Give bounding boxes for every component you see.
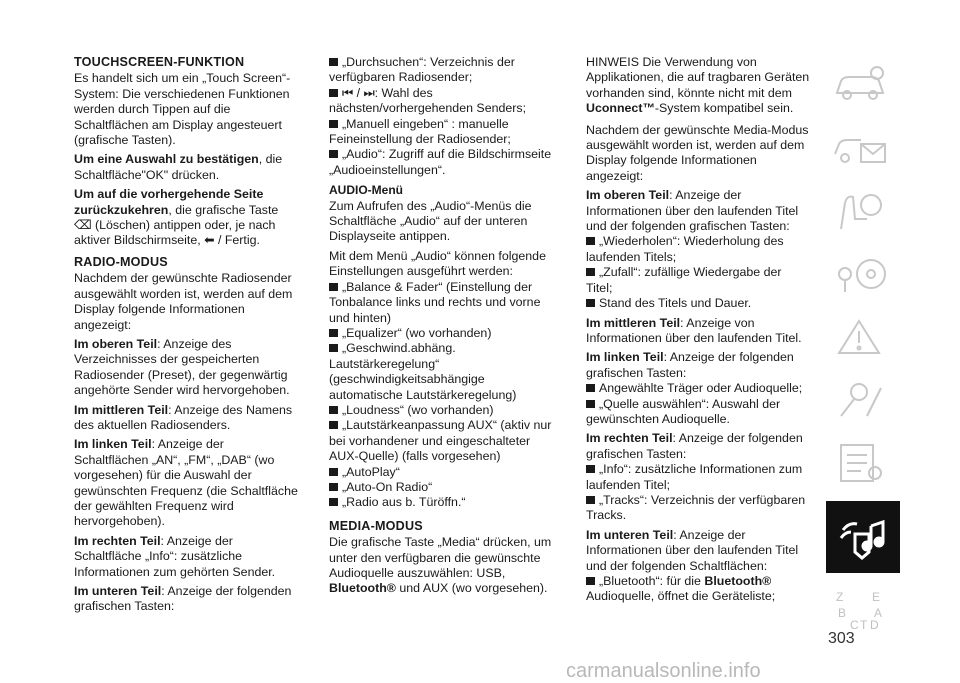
bullet-icon (329, 344, 338, 352)
list-item: „Balance & Fader“ (Einstellung der Tonbalance links und rechts und vorne und hinten) (329, 279, 541, 325)
index-letters-icon (830, 586, 890, 636)
list-item: „Manuell eingeben“ : manuelle Feineinstellung der Radiosender; (329, 116, 511, 147)
bullet-icon (586, 237, 595, 245)
paragraph: Im oberen Teil: Anzeige des Verzeichnisses der gespeicherten Radiosender (Preset), der gegenwärtig angehörte Sender wird hervorgehoben. (74, 336, 290, 398)
bullet-icon (329, 283, 338, 291)
bullet-icon (329, 406, 338, 414)
list-item: ⏮ / ⏭: Wahl des nächsten/vorhergehenden Senders; (329, 85, 527, 116)
bullet-icon (586, 384, 595, 392)
column-left (74, 55, 298, 619)
list-item: „Loudness“ (wo vorhanden) (329, 403, 553, 418)
subheading-audio-menu: AUDIO-Menü (329, 183, 403, 198)
note-paragraph: HINWEIS Die Verwendung von Applikationen, die auf tragbaren Geräten vorhanden sind, könnte nicht mit dem Uconnect™-System kompatibel sein. (586, 55, 810, 116)
list-item: „Durchsuchen“: Verzeichnis der verfügbaren Radiosender; (329, 55, 515, 85)
list-item: „Wiederholen“: Wiederholung des laufenden Titels; (586, 234, 784, 264)
index-letter: C (850, 618, 859, 632)
bullet-icon (329, 329, 338, 337)
list-item: „Radio aus b. Türöffn.“ (329, 495, 553, 510)
paragraph: Im unteren Teil: Anzeige der Informationen über den laufenden Titel und der folgenden Schaltflächen: (586, 527, 799, 573)
list-item: „Geschwind.abhäng. Lautstärkeregelung“ (geschwindigkeitsabhängige automatische Lautstärkeregelung) (329, 341, 517, 402)
paragraph: Im unteren Teil: Anzeige der folgenden grafischen Tasten: (74, 584, 292, 614)
section-heading-media: MEDIA-MODUS (329, 518, 423, 533)
list-item: „Tracks“: Verzeichnis der verfügbaren Tracks. (586, 492, 806, 523)
paragraph: Mit dem Menü „Audio“ können folgende Einstellungen ausgeführt werden: (329, 248, 546, 279)
column-middle (329, 55, 553, 601)
steering-wheel-icon (830, 249, 890, 299)
list-item: „Lautstärkeanpassung AUX“ (aktiv nur bei vorhandener und eingeschalteter AUX-Quelle) (falls vorgesehen) (329, 418, 552, 464)
column-right (586, 55, 810, 605)
paragraph: Um auf die vorhergehende Seite zurückzukehren, die grafische Taste ⌫ (Löschen) antippen oder, je nach aktiver Bildschirmseite, ⬅ / Fertig. (74, 187, 279, 248)
index-letter: A (874, 606, 883, 620)
paragraph: Um eine Auswahl zu bestätigen, die Schaltfläche"OK" drücken. (74, 152, 283, 182)
list-item: „Info“: zusätzliche Informationen zum laufenden Titel; (586, 462, 803, 492)
index-letter: T (860, 618, 868, 632)
car-envelope-icon (830, 123, 890, 173)
chapter-sidebar (826, 60, 900, 649)
tools-wrench-icon (830, 375, 890, 425)
paragraph: Im mittleren Teil: Anzeige von Informationen über den laufenden Titel. (586, 315, 802, 345)
index-letter: D (870, 618, 879, 632)
bullet-icon (586, 465, 595, 473)
list-item: Angewählte Träger oder Audioquelle; (586, 381, 810, 396)
section-heading-radio: RADIO-MODUS (74, 254, 168, 269)
list-item: Stand des Titels und Dauer. (586, 296, 810, 311)
multimedia-music-icon (826, 501, 900, 573)
list-item: „AutoPlay“ (329, 465, 553, 480)
paragraph: Die grafische Taste „Media“ drücken, um unter den verfügbaren die gewünschte Audioquelle auszuwählen: USB, Bluetooth® und AUX (wo vorgesehen). (329, 535, 552, 596)
paragraph: Im linken Teil: Anzeige der Schaltflächen „AN“, „FM“, „DAB“ (wo vorgesehen) für die Auswahl der gewünschten Frequenz (die Schaltfläche der gewählten Frequenz wird hervorgehoben). (74, 437, 298, 529)
car-info-icon (830, 60, 890, 110)
bullet-icon (586, 400, 595, 408)
paragraph: Im linken Teil: Anzeige der folgenden grafischen Tasten: (586, 350, 794, 380)
list-item: „Auto-On Radio“ (329, 480, 553, 495)
paragraph: Nachdem der gewünschte Radiosender ausgewählt worden ist, werden auf dem Display folgende Informationen angezeigt: (74, 271, 293, 332)
bullet-icon (329, 468, 338, 476)
index-letter: B (838, 606, 847, 620)
warning-road-icon (830, 312, 890, 362)
bullet-icon (586, 577, 595, 585)
paragraph: Im mittleren Teil: Anzeige des Namens des aktuellen Radiosenders. (74, 402, 293, 432)
list-item: „Zufall“: zufällige Wiedergabe der Titel; (586, 265, 782, 295)
section-heading-touchscreen: TOUCHSCREEN-FUNKTION (74, 55, 245, 69)
specifications-list-icon (830, 438, 890, 488)
paragraph: Im rechten Teil: Anzeige der Schaltfläche „Info“: zusätzliche Informationen zum gehörten Sender. (74, 533, 276, 579)
paragraph: Im oberen Teil: Anzeige der Informationen über den laufenden Titel und der folgenden grafischen Tasten: (586, 188, 799, 234)
list-item: „Audio“: Zugriff auf die Bildschirmseite „Audioeinstellungen“. (329, 147, 552, 177)
paragraph: Es handelt sich um ein „Touch Screen“-System: Die verschiedenen Funktionen werden durch Tippen auf die Schaltflächen am Display angesteuert (grafische Tasten). (74, 71, 291, 148)
bullet-icon (586, 299, 595, 307)
bullet-icon (329, 483, 338, 491)
bullet-icon (586, 496, 595, 504)
index-letter: Z (836, 590, 844, 604)
bullet-icon (586, 268, 595, 276)
paragraph: Nachdem der gewünschte Media-Modus ausgewählt worden ist, werden auf dem Display folgende Informationen angezeigt: (586, 122, 809, 183)
bullet-icon (329, 421, 338, 429)
paragraph: Im rechten Teil: Anzeige der folgenden grafischen Tasten: (586, 431, 803, 461)
bullet-icon (329, 89, 338, 97)
paragraph: Zum Aufrufen des „Audio“-Menüs die Schaltfläche „Audio“ auf der unteren Displayseite antippen. (329, 198, 532, 244)
bullet-icon (329, 150, 338, 158)
page-number: 303 (828, 630, 855, 647)
list-item: „Quelle auswählen“: Auswahl der gewünschten Audioquelle. (586, 396, 781, 426)
bullet-icon (329, 498, 338, 506)
bullet-icon (329, 120, 338, 128)
bullet-icon (329, 58, 338, 66)
seat-airbag-icon (830, 186, 890, 236)
watermark: carmanualsonline.info (566, 660, 761, 682)
list-item: „Equalizer“ (wo vorhanden) (329, 326, 553, 341)
list-item: „Bluetooth“: für die Bluetooth® Audioquelle, öffnet die Geräteliste; (586, 574, 776, 604)
index-letter: E (872, 590, 881, 604)
